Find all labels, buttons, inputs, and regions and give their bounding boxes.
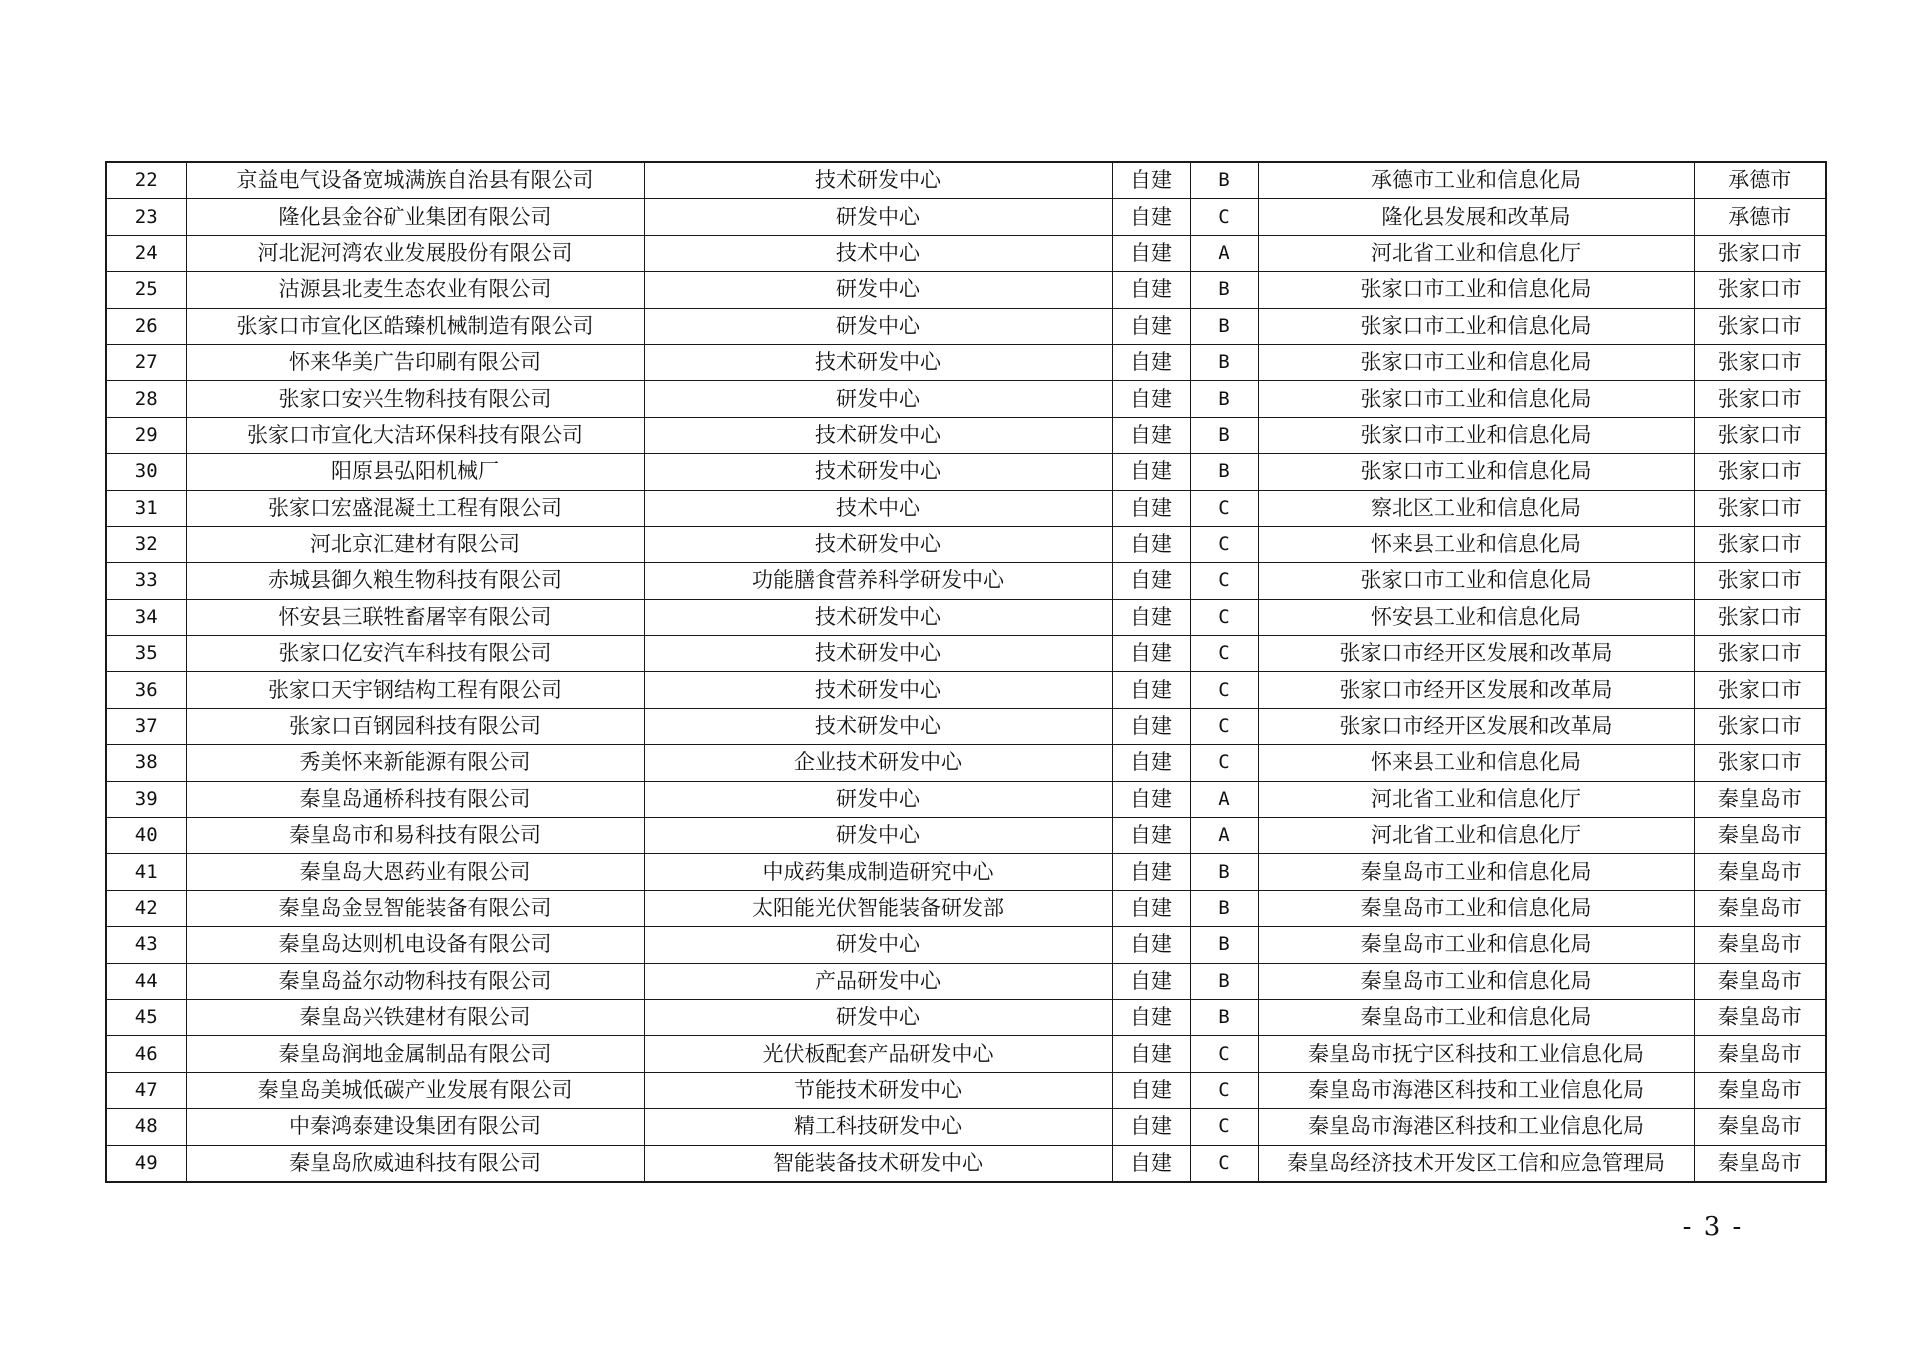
row-number-cell: 46 (106, 1036, 186, 1072)
recommending-authority-cell: 张家口市经开区发展和改革局 (1258, 708, 1694, 744)
rd-center-name-cell: 技术中心 (644, 235, 1112, 271)
grade-cell: C (1190, 672, 1258, 708)
company-name-cell: 怀来华美广告印刷有限公司 (186, 344, 644, 380)
rd-center-name-cell: 功能膳食营养科学研发中心 (644, 563, 1112, 599)
rd-center-name-cell: 技术研发中心 (644, 708, 1112, 744)
rd-center-name-cell: 技术研发中心 (644, 599, 1112, 635)
recommending-authority-cell: 张家口市工业和信息化局 (1258, 344, 1694, 380)
grade-cell: B (1190, 272, 1258, 308)
company-name-cell: 张家口市宣化区皓臻机械制造有限公司 (186, 308, 644, 344)
rd-center-name-cell: 节能技术研发中心 (644, 1072, 1112, 1108)
recommending-authority-cell: 承德市工业和信息化局 (1258, 162, 1694, 199)
rd-center-name-cell: 研发中心 (644, 308, 1112, 344)
recommending-authority-cell: 秦皇岛市工业和信息化局 (1258, 963, 1694, 999)
row-number-cell: 26 (106, 308, 186, 344)
city-cell: 秦皇岛市 (1694, 781, 1826, 817)
company-name-cell: 河北京汇建材有限公司 (186, 526, 644, 562)
grade-cell: C (1190, 708, 1258, 744)
table-row (106, 818, 1826, 854)
row-number-cell: 33 (106, 563, 186, 599)
city-cell: 秦皇岛市 (1694, 999, 1826, 1035)
build-type-cell: 自建 (1112, 454, 1190, 490)
recommending-authority-cell: 秦皇岛市海港区科技和工业信息化局 (1258, 1072, 1694, 1108)
grade-cell: B (1190, 381, 1258, 417)
city-cell: 张家口市 (1694, 526, 1826, 562)
build-type-cell: 自建 (1112, 818, 1190, 854)
recommending-authority-cell: 张家口市工业和信息化局 (1258, 454, 1694, 490)
grade-cell: C (1190, 1109, 1258, 1145)
company-name-cell: 秦皇岛益尔动物科技有限公司 (186, 963, 644, 999)
grade-cell: B (1190, 454, 1258, 490)
city-cell: 张家口市 (1694, 599, 1826, 635)
row-number-cell: 41 (106, 854, 186, 890)
company-name-cell: 秦皇岛大恩药业有限公司 (186, 854, 644, 890)
build-type-cell: 自建 (1112, 417, 1190, 453)
build-type-cell: 自建 (1112, 636, 1190, 672)
row-number-cell: 22 (106, 162, 186, 199)
recommending-authority-cell: 秦皇岛市工业和信息化局 (1258, 854, 1694, 890)
company-name-cell: 张家口安兴生物科技有限公司 (186, 381, 644, 417)
rd-center-name-cell: 研发中心 (644, 927, 1112, 963)
build-type-cell: 自建 (1112, 1072, 1190, 1108)
city-cell: 张家口市 (1694, 563, 1826, 599)
city-cell: 张家口市 (1694, 672, 1826, 708)
row-number-cell: 37 (106, 708, 186, 744)
city-cell: 张家口市 (1694, 745, 1826, 781)
city-cell: 张家口市 (1694, 417, 1826, 453)
table-row (106, 308, 1826, 344)
build-type-cell: 自建 (1112, 1109, 1190, 1145)
build-type-cell: 自建 (1112, 708, 1190, 744)
recommending-authority-cell: 张家口市工业和信息化局 (1258, 308, 1694, 344)
row-number-cell: 34 (106, 599, 186, 635)
row-number-cell: 35 (106, 636, 186, 672)
recommending-authority-cell: 张家口市工业和信息化局 (1258, 381, 1694, 417)
table-row (106, 745, 1826, 781)
recommending-authority-cell: 隆化县发展和改革局 (1258, 199, 1694, 235)
build-type-cell: 自建 (1112, 781, 1190, 817)
recommending-authority-cell: 河北省工业和信息化厅 (1258, 818, 1694, 854)
recommending-authority-cell: 秦皇岛市工业和信息化局 (1258, 927, 1694, 963)
table-row (106, 1145, 1826, 1182)
rd-center-name-cell: 研发中心 (644, 381, 1112, 417)
grade-cell: C (1190, 490, 1258, 526)
company-name-cell: 赤城县御久粮生物科技有限公司 (186, 563, 644, 599)
build-type-cell: 自建 (1112, 563, 1190, 599)
grade-cell: A (1190, 781, 1258, 817)
build-type-cell: 自建 (1112, 162, 1190, 199)
grade-cell: C (1190, 1072, 1258, 1108)
city-cell: 秦皇岛市 (1694, 818, 1826, 854)
row-number-cell: 25 (106, 272, 186, 308)
company-name-cell: 秦皇岛通桥科技有限公司 (186, 781, 644, 817)
table-row (106, 563, 1826, 599)
table-row (106, 781, 1826, 817)
city-cell: 秦皇岛市 (1694, 854, 1826, 890)
build-type-cell: 自建 (1112, 199, 1190, 235)
row-number-cell: 42 (106, 890, 186, 926)
city-cell: 秦皇岛市 (1694, 1109, 1826, 1145)
rd-center-name-cell: 研发中心 (644, 818, 1112, 854)
recommending-authority-cell: 张家口市经开区发展和改革局 (1258, 636, 1694, 672)
grade-cell: B (1190, 308, 1258, 344)
table-row (106, 199, 1826, 235)
build-type-cell: 自建 (1112, 854, 1190, 890)
table-row (106, 344, 1826, 380)
row-number-cell: 30 (106, 454, 186, 490)
grade-cell: C (1190, 526, 1258, 562)
rd-center-name-cell: 研发中心 (644, 781, 1112, 817)
rd-center-name-cell: 中成药集成制造研究中心 (644, 854, 1112, 890)
grade-cell: A (1190, 235, 1258, 271)
recommending-authority-cell: 秦皇岛经济技术开发区工信和应急管理局 (1258, 1145, 1694, 1182)
company-name-cell: 张家口宏盛混凝土工程有限公司 (186, 490, 644, 526)
city-cell: 承德市 (1694, 199, 1826, 235)
table-row (106, 854, 1826, 890)
row-number-cell: 39 (106, 781, 186, 817)
grade-cell: C (1190, 199, 1258, 235)
table-row (106, 526, 1826, 562)
city-cell: 秦皇岛市 (1694, 963, 1826, 999)
row-number-cell: 49 (106, 1145, 186, 1182)
recommending-authority-cell: 秦皇岛市海港区科技和工业信息化局 (1258, 1109, 1694, 1145)
row-number-cell: 31 (106, 490, 186, 526)
grade-cell: B (1190, 854, 1258, 890)
company-name-cell: 张家口市宣化大洁环保科技有限公司 (186, 417, 644, 453)
table-row (106, 162, 1826, 199)
grade-cell: B (1190, 963, 1258, 999)
table-row (106, 708, 1826, 744)
table-row (106, 381, 1826, 417)
city-cell: 秦皇岛市 (1694, 1036, 1826, 1072)
recommending-authority-cell: 秦皇岛市工业和信息化局 (1258, 890, 1694, 926)
recommending-authority-cell: 秦皇岛市抚宁区科技和工业信息化局 (1258, 1036, 1694, 1072)
rd-center-name-cell: 产品研发中心 (644, 963, 1112, 999)
build-type-cell: 自建 (1112, 235, 1190, 271)
table-row (106, 672, 1826, 708)
table-row (106, 599, 1826, 635)
rd-center-name-cell: 太阳能光伏智能装备研发部 (644, 890, 1112, 926)
company-name-cell: 秀美怀来新能源有限公司 (186, 745, 644, 781)
grade-cell: B (1190, 344, 1258, 380)
grade-cell: B (1190, 162, 1258, 199)
recommending-authority-cell: 河北省工业和信息化厅 (1258, 235, 1694, 271)
company-name-cell: 张家口天宇钢结构工程有限公司 (186, 672, 644, 708)
build-type-cell: 自建 (1112, 927, 1190, 963)
company-name-cell: 张家口亿安汽车科技有限公司 (186, 636, 644, 672)
city-cell: 秦皇岛市 (1694, 1145, 1826, 1182)
build-type-cell: 自建 (1112, 272, 1190, 308)
city-cell: 张家口市 (1694, 272, 1826, 308)
table-row (106, 235, 1826, 271)
row-number-cell: 28 (106, 381, 186, 417)
company-name-cell: 秦皇岛市和易科技有限公司 (186, 818, 644, 854)
build-type-cell: 自建 (1112, 599, 1190, 635)
city-cell: 张家口市 (1694, 490, 1826, 526)
build-type-cell: 自建 (1112, 890, 1190, 926)
grade-cell: B (1190, 417, 1258, 453)
row-number-cell: 23 (106, 199, 186, 235)
build-type-cell: 自建 (1112, 490, 1190, 526)
table-row (106, 272, 1826, 308)
recommending-authority-cell: 张家口市工业和信息化局 (1258, 272, 1694, 308)
recommending-authority-cell: 怀安县工业和信息化局 (1258, 599, 1694, 635)
rd-center-name-cell: 技术研发中心 (644, 162, 1112, 199)
company-name-cell: 秦皇岛美城低碳产业发展有限公司 (186, 1072, 644, 1108)
rd-center-name-cell: 技术中心 (644, 490, 1112, 526)
row-number-cell: 29 (106, 417, 186, 453)
build-type-cell: 自建 (1112, 672, 1190, 708)
table-row (106, 890, 1826, 926)
table-row (106, 454, 1826, 490)
row-number-cell: 47 (106, 1072, 186, 1108)
build-type-cell: 自建 (1112, 344, 1190, 380)
build-type-cell: 自建 (1112, 1145, 1190, 1182)
rd-center-name-cell: 研发中心 (644, 999, 1112, 1035)
company-name-cell: 怀安县三联牲畜屠宰有限公司 (186, 599, 644, 635)
city-cell: 承德市 (1694, 162, 1826, 199)
company-name-cell: 秦皇岛兴铁建材有限公司 (186, 999, 644, 1035)
company-name-cell: 秦皇岛润地金属制品有限公司 (186, 1036, 644, 1072)
row-number-cell: 27 (106, 344, 186, 380)
rd-center-name-cell: 技术研发中心 (644, 526, 1112, 562)
company-name-cell: 张家口百钢园科技有限公司 (186, 708, 644, 744)
company-name-cell: 京益电气设备宽城满族自治县有限公司 (186, 162, 644, 199)
city-cell: 张家口市 (1694, 235, 1826, 271)
row-number-cell: 45 (106, 999, 186, 1035)
row-number-cell: 43 (106, 927, 186, 963)
grade-cell: C (1190, 636, 1258, 672)
build-type-cell: 自建 (1112, 999, 1190, 1035)
grade-cell: B (1190, 890, 1258, 926)
row-number-cell: 24 (106, 235, 186, 271)
rd-center-name-cell: 企业技术研发中心 (644, 745, 1112, 781)
rd-center-name-cell: 研发中心 (644, 199, 1112, 235)
row-number-cell: 32 (106, 526, 186, 562)
recommending-authority-cell: 怀来县工业和信息化局 (1258, 526, 1694, 562)
build-type-cell: 自建 (1112, 1036, 1190, 1072)
build-type-cell: 自建 (1112, 526, 1190, 562)
city-cell: 张家口市 (1694, 381, 1826, 417)
company-name-cell: 隆化县金谷矿业集团有限公司 (186, 199, 644, 235)
recommending-authority-cell: 张家口市工业和信息化局 (1258, 563, 1694, 599)
build-type-cell: 自建 (1112, 745, 1190, 781)
table-row (106, 927, 1826, 963)
rd-center-table (105, 161, 1827, 1183)
row-number-cell: 36 (106, 672, 186, 708)
recommending-authority-cell: 怀来县工业和信息化局 (1258, 745, 1694, 781)
grade-cell: B (1190, 999, 1258, 1035)
grade-cell: C (1190, 563, 1258, 599)
grade-cell: C (1190, 599, 1258, 635)
grade-cell: C (1190, 1036, 1258, 1072)
table-row (106, 999, 1826, 1035)
company-name-cell: 秦皇岛金昱智能装备有限公司 (186, 890, 644, 926)
grade-cell: B (1190, 927, 1258, 963)
city-cell: 张家口市 (1694, 344, 1826, 380)
rd-center-name-cell: 技术研发中心 (644, 636, 1112, 672)
company-name-cell: 沽源县北麦生态农业有限公司 (186, 272, 644, 308)
table-row (106, 1109, 1826, 1145)
grade-cell: C (1190, 745, 1258, 781)
table-row (106, 417, 1826, 453)
table-body (106, 162, 1826, 1182)
company-name-cell: 秦皇岛欣威迪科技有限公司 (186, 1145, 644, 1182)
table-row (106, 963, 1826, 999)
rd-center-name-cell: 精工科技研发中心 (644, 1109, 1112, 1145)
table-row (106, 636, 1826, 672)
build-type-cell: 自建 (1112, 308, 1190, 344)
row-number-cell: 40 (106, 818, 186, 854)
recommending-authority-cell: 张家口市经开区发展和改革局 (1258, 672, 1694, 708)
grade-cell: A (1190, 818, 1258, 854)
rd-center-name-cell: 技术研发中心 (644, 344, 1112, 380)
city-cell: 张家口市 (1694, 636, 1826, 672)
grade-cell: C (1190, 1145, 1258, 1182)
page-number: - 3 - (1682, 1212, 1744, 1242)
table-row (106, 1036, 1826, 1072)
company-name-cell: 秦皇岛达则机电设备有限公司 (186, 927, 644, 963)
company-name-cell: 河北泥河湾农业发展股份有限公司 (186, 235, 644, 271)
city-cell: 张家口市 (1694, 308, 1826, 344)
rd-center-name-cell: 技术研发中心 (644, 672, 1112, 708)
city-cell: 秦皇岛市 (1694, 890, 1826, 926)
row-number-cell: 48 (106, 1109, 186, 1145)
rd-center-name-cell: 研发中心 (644, 272, 1112, 308)
company-name-cell: 阳原县弘阳机械厂 (186, 454, 644, 490)
table-row (106, 490, 1826, 526)
recommending-authority-cell: 秦皇岛市工业和信息化局 (1258, 999, 1694, 1035)
rd-center-name-cell: 技术研发中心 (644, 417, 1112, 453)
table-row (106, 1072, 1826, 1108)
city-cell: 秦皇岛市 (1694, 1072, 1826, 1108)
rd-center-name-cell: 智能装备技术研发中心 (644, 1145, 1112, 1182)
rd-center-name-cell: 光伏板配套产品研发中心 (644, 1036, 1112, 1072)
row-number-cell: 44 (106, 963, 186, 999)
company-name-cell: 中秦鸿泰建设集团有限公司 (186, 1109, 644, 1145)
rd-center-name-cell: 技术研发中心 (644, 454, 1112, 490)
row-number-cell: 38 (106, 745, 186, 781)
recommending-authority-cell: 张家口市工业和信息化局 (1258, 417, 1694, 453)
city-cell: 秦皇岛市 (1694, 927, 1826, 963)
recommending-authority-cell: 河北省工业和信息化厅 (1258, 781, 1694, 817)
city-cell: 张家口市 (1694, 708, 1826, 744)
build-type-cell: 自建 (1112, 963, 1190, 999)
build-type-cell: 自建 (1112, 381, 1190, 417)
recommending-authority-cell: 察北区工业和信息化局 (1258, 490, 1694, 526)
city-cell: 张家口市 (1694, 454, 1826, 490)
